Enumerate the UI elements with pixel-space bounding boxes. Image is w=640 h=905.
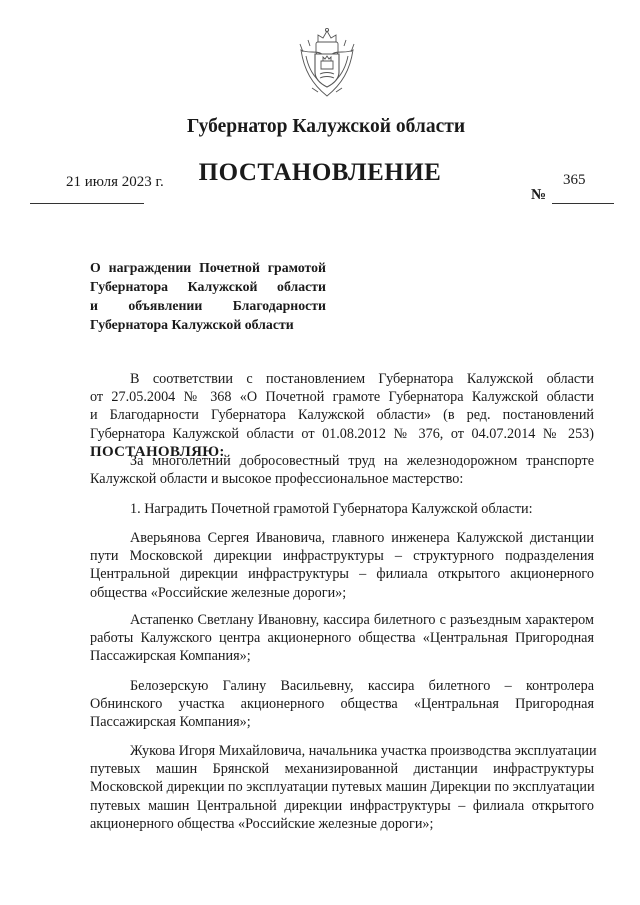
reason-line: Калужской области и высокое профессиональное мастерство: <box>90 471 464 488</box>
awardee-line: работы Калужского центра акционерного общества «Центральная Пригородная <box>90 630 594 647</box>
awardee-line: Белозерскую Галину Васильевну, кассира билетного – контролера <box>130 678 594 694</box>
item-1-text: 1. Наградить Почетной грамотой Губернатора Калужской области: <box>130 501 533 517</box>
awardee-4 <box>90 742 597 833</box>
preamble-line: Губернатора Калужской области от 01.08.2012 № 376, от 04.07.2014 № 253) <box>90 425 594 442</box>
document-number: 365 <box>563 172 586 188</box>
awardee-line: Московской дирекции по эксплуатации путевых машин Дирекции по эксплуатации <box>90 779 595 796</box>
subject-line: Губернатора Калужской области <box>90 279 326 294</box>
number-label: № <box>531 187 547 203</box>
awardee-line: Астапенко Светлану Ивановну, кассира билетного с разъездным характером <box>130 612 594 628</box>
document-type-title: ПОСТАНОВЛЕНИЕ <box>198 159 442 186</box>
awardee-line: путевых машин Брянской механизированной дистанции инфраструктуры <box>90 761 594 778</box>
issuing-authority: Губернатор Калужской области <box>186 116 466 137</box>
awardee-line: пути Московской дирекции инфраструктуры – структурного подразделения <box>90 548 594 565</box>
awardee-1 <box>90 529 594 602</box>
awardee-line: Жукова Игоря Михайловича, начальника участка производства эксплуатации <box>130 743 597 759</box>
preamble-line: от 27.05.2004 № 368 «О Почетной грамоте Губернатора Калужской области <box>90 389 594 406</box>
awardee-line: Центральной дирекции инфраструктуры – филиала открытого акционерного <box>90 566 594 583</box>
number-underline <box>552 203 614 204</box>
preamble-line: и Благодарности Губернатора Калужской области» (в ред. постановлений <box>90 407 594 424</box>
coat-of-arms-emblem <box>298 26 356 98</box>
preamble-paragraph <box>90 370 594 461</box>
document-subject <box>90 258 326 334</box>
decree-word: ПОСТАНОВЛЯЮ: <box>90 443 225 460</box>
awardee-3 <box>90 677 594 732</box>
item-1-heading <box>90 500 594 518</box>
awardee-line: Пассажирская Компания»; <box>90 714 251 731</box>
awardee-line: Пассажирская Компания»; <box>90 648 251 665</box>
awardee-line: Обнинского участка акционерного общества «Центральная Пригородная <box>90 696 594 713</box>
subject-line: О награждении Почетной грамотой <box>90 260 326 275</box>
document-date: 21 июля 2023 г. <box>66 174 164 190</box>
awardee-line: акционерного общества «Российские железные дороги»; <box>90 815 434 832</box>
awardee-line: Аверьянова Сергея Ивановича, главного инженера Калужской дистанции <box>130 530 594 546</box>
preamble-line: В соответствии с постановлением Губернатора Калужской области <box>130 371 594 387</box>
subject-line: и объявлении Благодарности <box>90 298 326 313</box>
date-underline <box>30 203 144 204</box>
awardee-line: общества «Российские железные дороги»; <box>90 584 347 601</box>
subject-line: Губернатора Калужской области <box>90 317 294 332</box>
reason-paragraph <box>90 452 594 488</box>
awardee-line: путевых машин Центральной дирекции инфраструктуры – филиала открытого <box>90 797 594 814</box>
awardee-2 <box>90 611 594 666</box>
reason-line: За многолетний добросовестный труд на железнодорожном транспорте <box>130 453 594 469</box>
